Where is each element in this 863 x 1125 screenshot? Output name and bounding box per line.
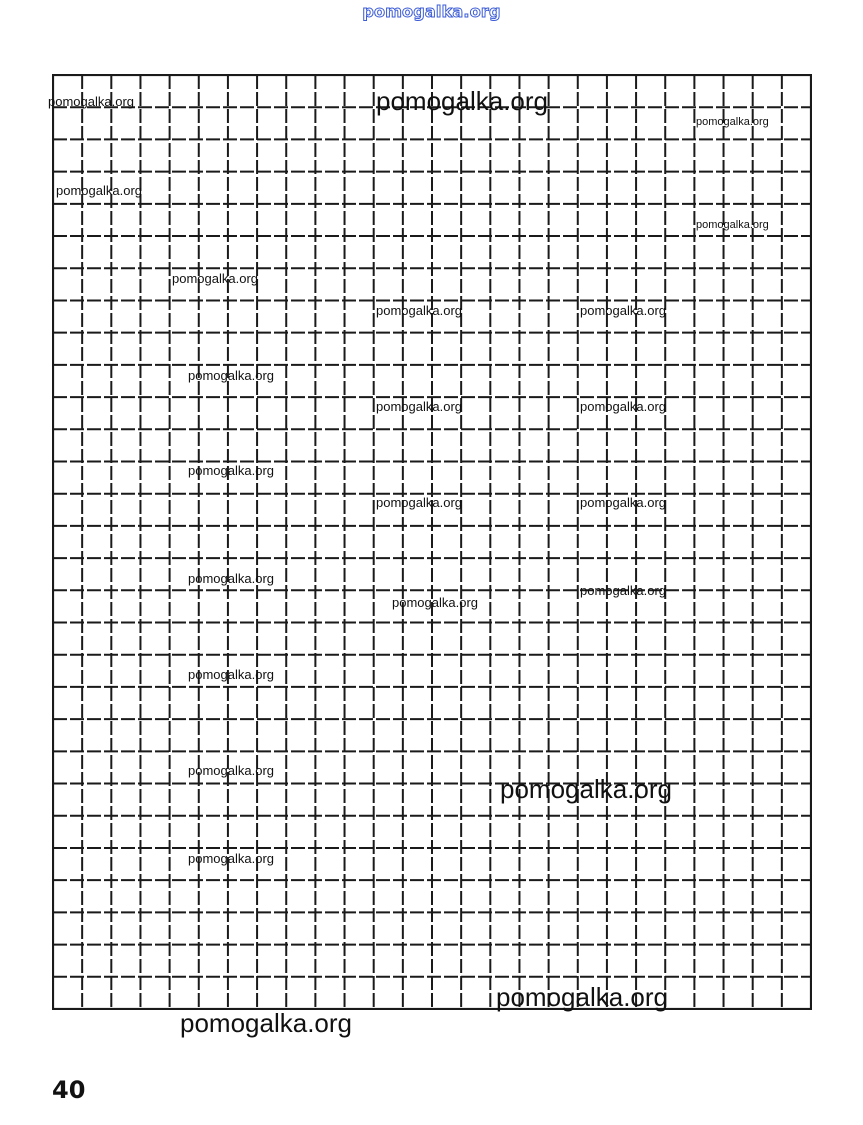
watermark: pomogalka.org bbox=[376, 303, 462, 318]
watermark: pomogalka.org bbox=[392, 595, 478, 610]
watermark: pomogalka.org bbox=[48, 94, 134, 109]
watermark: pomogalka.org bbox=[496, 982, 668, 1012]
watermark: pomogalka.org bbox=[580, 303, 666, 318]
watermark: pomogalka.org bbox=[500, 774, 672, 804]
watermark: pomogalka.org bbox=[580, 399, 666, 414]
watermark: pomogalka.org bbox=[696, 219, 769, 231]
watermark: pomogalka.org bbox=[188, 763, 274, 778]
watermark: pomogalka.org bbox=[188, 851, 274, 866]
watermark: pomogalka.org bbox=[696, 116, 769, 128]
watermark: pomogalka.org bbox=[188, 463, 274, 478]
watermark: pomogalka.org bbox=[376, 86, 548, 116]
watermark: pomogalka.org bbox=[376, 495, 462, 510]
watermark: pomogalka.org bbox=[56, 183, 142, 198]
watermark: pomogalka.org bbox=[580, 495, 666, 510]
site-header: pomogalka.org bbox=[362, 2, 501, 21]
watermark: pomogalka.org bbox=[188, 368, 274, 383]
squared-grid bbox=[52, 74, 812, 1010]
watermark: pomogalka.org bbox=[180, 1008, 352, 1038]
watermark: pomogalka.org bbox=[188, 667, 274, 682]
watermark: pomogalka.org bbox=[376, 399, 462, 414]
watermark: pomogalka.org bbox=[580, 583, 666, 598]
watermark: pomogalka.org bbox=[188, 571, 274, 586]
watermark: pomogalka.org bbox=[172, 271, 258, 286]
page-number: 40 bbox=[52, 1076, 86, 1104]
